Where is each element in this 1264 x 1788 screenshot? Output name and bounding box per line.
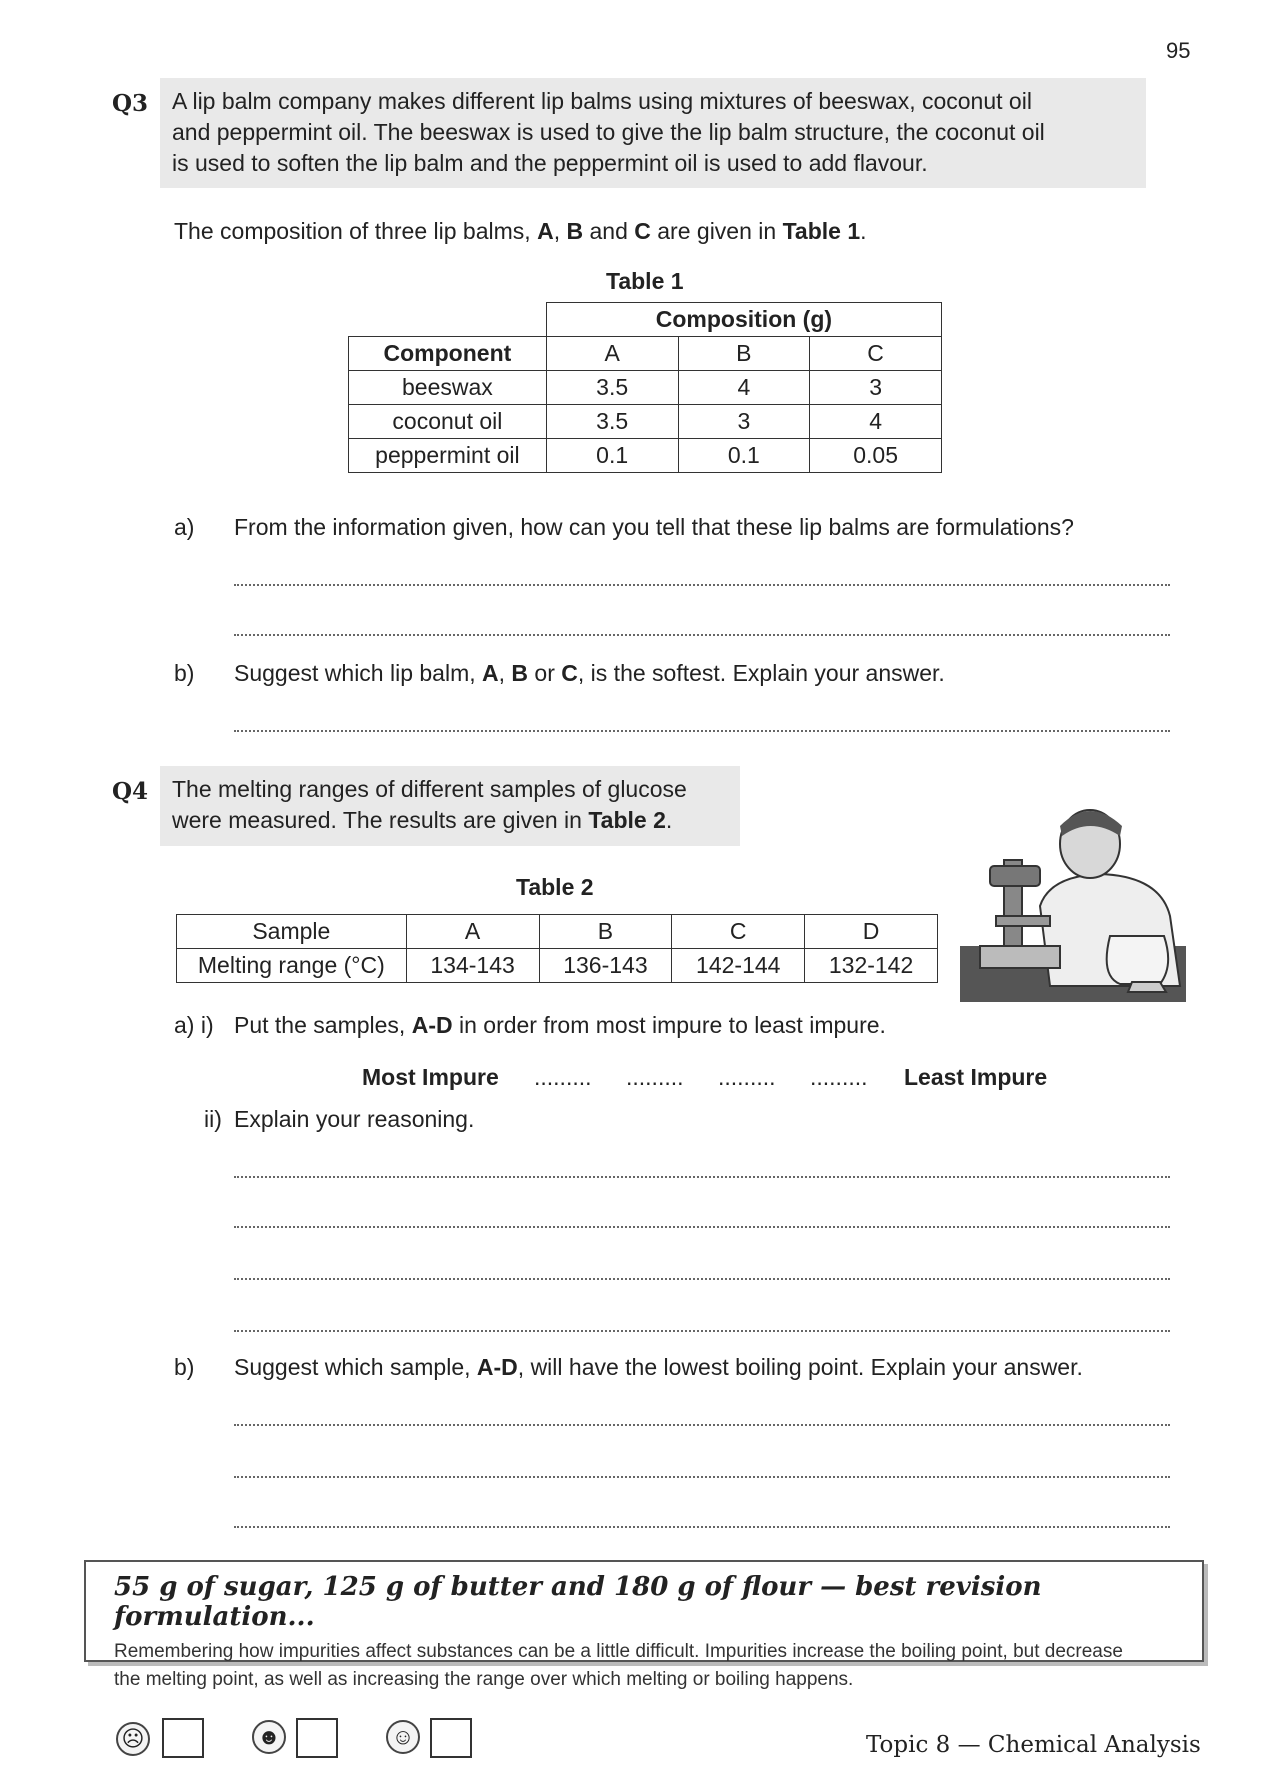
scientist-microscope-illustration: [960, 796, 1186, 1002]
self-assess-checkbox[interactable]: [430, 1718, 472, 1758]
q3b-text: Suggest which lip balm, A, B or C, is the softest. Explain your answer.: [234, 660, 945, 686]
table2: [176, 914, 938, 983]
order-blank[interactable]: .........: [626, 1064, 684, 1090]
q4-intro-line: were measured. The results are given in Table 2.: [172, 807, 673, 833]
q4-intro-box: [160, 766, 740, 846]
table1: [348, 302, 942, 473]
footer-topic: Topic 8 — Chemical Analysis: [866, 1732, 1201, 1758]
answer-line[interactable]: [234, 1278, 1170, 1280]
q3b-label: b): [174, 660, 195, 686]
page-number: 95: [1166, 38, 1191, 63]
q4aii-label: ii): [204, 1106, 222, 1132]
q4ai-label: a) i): [174, 1012, 214, 1038]
answer-line[interactable]: [234, 584, 1170, 586]
happy-face-icon: ☺: [386, 1720, 420, 1754]
table1-header-cell: Component: [349, 337, 547, 371]
answer-line[interactable]: [234, 1476, 1170, 1478]
answer-line[interactable]: [234, 1226, 1170, 1228]
self-assess-checkbox[interactable]: [162, 1718, 204, 1758]
most-impure-label: Most Impure: [362, 1064, 499, 1090]
q4b-text: Suggest which sample, A-D, will have the lowest boiling point. Explain your answer.: [234, 1354, 1083, 1380]
q3-label: Q3: [112, 90, 149, 117]
q4aii-text: Explain your reasoning.: [234, 1106, 475, 1132]
q4-label: Q4: [112, 778, 149, 805]
neutral-face-icon: ☻: [252, 1720, 286, 1754]
answer-line[interactable]: [234, 1424, 1170, 1426]
least-impure-label: Least Impure: [904, 1064, 1048, 1090]
q3-intro-line: A lip balm company makes different lip balms using mixtures of beeswax, coconut oil: [172, 88, 1032, 114]
revision-tip-box: [84, 1560, 1204, 1690]
q3a-text: From the information given, how can you tell that these lip balms are formulations?: [234, 514, 1074, 540]
answer-line[interactable]: [234, 1526, 1170, 1528]
q3-intro-line: is used to soften the lip balm and the peppermint oil is used to add flavour.: [172, 150, 928, 176]
table1-header-cell: C: [810, 337, 942, 371]
q4b-label: b): [174, 1354, 195, 1380]
table1-header-cell: A: [546, 337, 678, 371]
q3-intro-box: [160, 78, 1146, 188]
order-blank[interactable]: .........: [534, 1064, 592, 1090]
table2-header-row: Sample A B C D: [177, 915, 938, 949]
table2-title: Table 2: [516, 874, 594, 900]
answer-line[interactable]: [234, 730, 1170, 732]
table1-group-header: Composition (g): [546, 303, 941, 337]
tip-title: 55 g of sugar, 125 g of butter and 180 g of flour — best revision formulation...: [114, 1572, 1042, 1632]
answer-line[interactable]: [234, 634, 1170, 636]
q4-intro-line: The melting ranges of different samples of glucose: [172, 776, 687, 802]
table1-header-cell: B: [678, 337, 810, 371]
table2-row: Melting range (°C) 134-143 136-143 142-144 132-142: [177, 949, 938, 983]
order-blank[interactable]: .........: [810, 1064, 868, 1090]
order-blank[interactable]: .........: [718, 1064, 776, 1090]
sad-face-icon: ☹: [116, 1722, 150, 1756]
table1-title: Table 1: [606, 268, 684, 294]
tip-body: Remembering how impurities affect substances can be a little difficult. Impurities increase the boiling point, but decrease the melting point, as well as increasing the range over which melting or boiling happens.: [114, 1641, 1123, 1690]
table1-row: beeswax 3.5 4 3: [349, 371, 942, 405]
self-assess-checkbox[interactable]: [296, 1718, 338, 1758]
q3-intro-line: and peppermint oil. The beeswax is used to give the lip balm structure, the coconut oil: [172, 119, 1045, 145]
q3a-label: a): [174, 514, 195, 540]
table1-row: coconut oil 3.5 3 4: [349, 405, 942, 439]
table1-row: peppermint oil 0.1 0.1 0.05: [349, 439, 942, 473]
q4ai-text: Put the samples, A-D in order from most impure to least impure.: [234, 1012, 886, 1038]
answer-line[interactable]: [234, 1176, 1170, 1178]
q3-lead-text: The composition of three lip balms, A, B and C are given in Table 1.: [174, 218, 867, 244]
answer-line[interactable]: [234, 1330, 1170, 1332]
